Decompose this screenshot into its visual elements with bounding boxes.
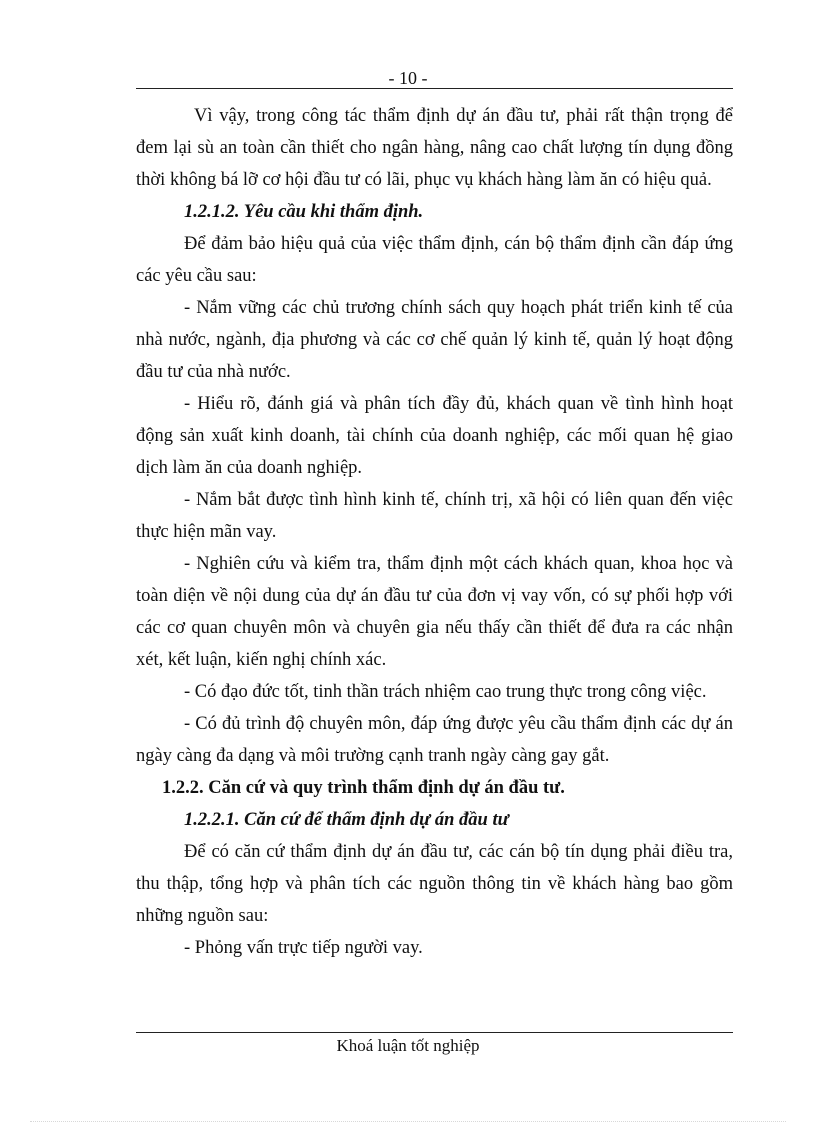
document-body xyxy=(136,100,733,964)
list-item: - Hiểu rõ, đánh giá và phân tích đầy đủ, khách quan về tình hình hoạt động sản xuất kinh doanh, tài chính của doanh nghiệp, các mối quan hệ giao dịch làm ăn của doanh nghiệp. xyxy=(136,394,733,478)
list-item: - Nghiên cứu và kiểm tra, thẩm định một cách khách quan, khoa học và toàn diện về nội dung của dự án đầu tư của đơn vị vay vốn, có sự phối hợp với các cơ quan chuyên môn và chuyên gia nếu thấy cần thiết để đưa ra các nhận xét, kết luận, kiến nghị chính xác. xyxy=(136,554,733,670)
header-rule xyxy=(136,88,733,89)
footer-rule xyxy=(136,1032,733,1033)
section-heading-1-2-2: 1.2.2. Căn cứ và quy trình thẩm định dự án đầu tư. xyxy=(162,778,565,798)
list-item: - Nắm vững các chủ trương chính sách quy hoạch phát triển kinh tế của nhà nước, ngành, địa phương và các cơ chế quản lý kinh tế, quản lý hoạt động đầu tư của nhà nước. xyxy=(136,298,733,382)
footer-text: Khoá luận tốt nghiệp xyxy=(336,1036,480,1055)
paragraph: Vì vậy, trong công tác thẩm định dự án đầu tư, phải rất thận trọng để đem lại sù an toàn cần thiết cho ngân hàng, nâng cao chất lượng tín dụng đồng thời không bá lỡ cơ hội đầu tư có lãi, phục vụ khách hàng làm ăn có hiệu quả. xyxy=(136,106,733,190)
page-edge-divider xyxy=(30,1121,786,1122)
list-item: - Phỏng vấn trực tiếp người vay. xyxy=(184,938,423,958)
section-heading-1-2-1-2: 1.2.1.2. Yêu cầu khi thẩm định. xyxy=(184,202,424,222)
list-item: - Nắm bắt được tình hình kinh tế, chính trị, xã hội có liên quan đến việc thực hiện mãn vay. xyxy=(136,490,733,542)
page-number: - 10 - xyxy=(388,68,428,88)
paragraph: Để có căn cứ thẩm định dự án đầu tư, các cán bộ tín dụng phải điều tra, thu thập, tổng hợp và phân tích các nguồn thông tin về khách hàng bao gồm những nguồn sau: xyxy=(136,842,733,926)
paragraph: Để đảm bảo hiệu quả của việc thẩm định, cán bộ thẩm định cần đáp ứng các yêu cầu sau: xyxy=(136,234,733,286)
list-item: - Có đủ trình độ chuyên môn, đáp ứng được yêu cầu thẩm định các dự án ngày càng đa dạng và môi trường cạnh tranh ngày càng gay gắt. xyxy=(136,714,733,766)
section-heading-1-2-2-1: 1.2.2.1. Căn cứ để thẩm định dự án đầu tư xyxy=(184,810,509,830)
list-item: - Có đạo đức tốt, tinh thần trách nhiệm cao trung thực trong công việc. xyxy=(184,682,707,702)
